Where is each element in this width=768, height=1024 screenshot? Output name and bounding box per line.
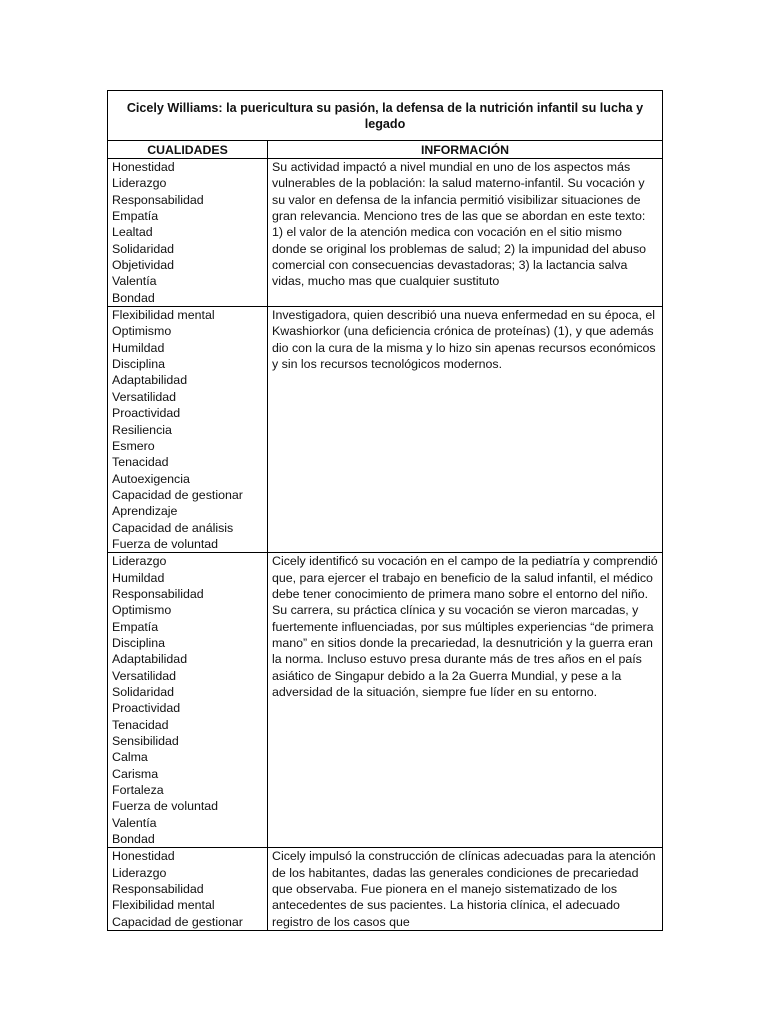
list-item: Liderazgo [112, 176, 167, 191]
list-item: Bondad [112, 290, 155, 305]
list-item: Fuerza de voluntad [112, 799, 219, 814]
list-item: Carisma [112, 766, 159, 781]
list-item: Disciplina [112, 635, 166, 650]
list-item: Tenacidad [112, 717, 169, 732]
list-item: Humildad [112, 570, 165, 585]
list-item: Liderazgo [112, 554, 167, 569]
list-item: Optimismo [112, 324, 172, 339]
list-item: Capacidad de gestionar [112, 914, 243, 929]
information-text: Su actividad impactó a nivel mundial en uno de los aspectos más vulnerables de la población: la salud materno-infantil. Su vocación y su valor en defensa de la infancia permitió visibilizar situaciones de gran relevancia. Menciono tres de las que se abordan en este texto: 1) el valor de la atención medica con vocación en el sitio mismo donde se original los problemas de salud; 2) la impunidad del abuso comercial con consecuencias devastadoras; 3) la lactancia salva vidas, mucho mas que cualquier sustituto [272, 160, 647, 289]
list-item: Solidaridad [112, 685, 174, 699]
list-item: Honestidad [112, 849, 175, 864]
list-item: Capacidad de análisis [112, 520, 234, 535]
list-item: Calma [112, 750, 148, 765]
table-header-row [108, 141, 663, 159]
table-row [108, 553, 663, 848]
list-item: Proactividad [112, 406, 181, 421]
information-text: Cicely identificó su vocación en el campo de la pediatría y comprendió que, para ejercer el trabajo en beneficio de la salud infantil, el médico debe tener conocimiento de primera mano sobre el entorno del niño. Su carrera, su práctica clínica y su vocación se vieron marcadas, y fuertemente influenciadas, por sus múltiples experiencias “de primera mano” en sitios donde la precariedad, la desnutrición y la guerra eran la norma. Incluso estuvo presa durante más de tres años en el país asiático de Singapur debido a la 2a Guerra Mundial, y pese a la adversidad de la situación, siempre fue líder en su entorno. [272, 554, 658, 699]
list-item: Bondad [112, 832, 155, 847]
list-item: Lealtad [112, 225, 153, 240]
qualities-list [112, 848, 263, 930]
qualities-information-table [107, 90, 663, 931]
information-cell [268, 159, 663, 307]
information-cell [268, 848, 663, 931]
qualities-list [112, 307, 263, 552]
information-cell [268, 307, 663, 553]
table-row [108, 307, 663, 553]
list-item: Capacidad de gestionar [112, 487, 243, 502]
list-item: Aprendizaje [112, 504, 178, 519]
list-item: Tenacidad [112, 455, 169, 470]
list-item: Objetividad [112, 258, 174, 273]
table-row [108, 848, 663, 931]
list-item: Valentía [112, 274, 157, 289]
document-title: Cicely Williams: la puericultura su pasión, la defensa de la nutrición infantil su lucha y legado [108, 91, 663, 141]
list-item: Humildad [112, 340, 165, 355]
information-text: Investigadora, quien describió una nueva enfermedad en su época, el Kwashiorkor (una deficiencia crónica de proteínas) (1), y que además dio con la cura de la misma y lo hizo sin apenas recursos económicos y sin los recursos tecnológicos modernos. [272, 308, 656, 372]
list-item: Sensibilidad [112, 734, 179, 749]
list-item: Empatía [112, 209, 159, 224]
list-item: Flexibilidad mental [112, 898, 215, 913]
list-item: Autoexigencia [112, 471, 190, 486]
list-item: Responsabilidad [112, 882, 204, 897]
list-item: Valentía [112, 815, 157, 830]
list-item: Disciplina [112, 357, 166, 372]
list-item: Resiliencia [112, 422, 172, 437]
list-item: Empatía [112, 619, 159, 634]
qualities-list [112, 159, 263, 306]
list-item: Adaptabilidad [112, 652, 188, 667]
information-cell [268, 553, 663, 848]
list-item: Esmero [112, 438, 155, 453]
list-item: Versatilidad [112, 389, 177, 404]
list-item: Optimismo [112, 603, 172, 618]
list-item: Honestidad [112, 160, 175, 174]
qualities-cell [108, 848, 268, 931]
qualities-list [112, 553, 263, 847]
table-title-row [108, 91, 663, 141]
list-item: Solidaridad [112, 241, 174, 256]
list-item: Responsabilidad [112, 192, 204, 207]
column-header-qualities: CUALIDADES [108, 141, 268, 159]
qualities-cell [108, 553, 268, 848]
table-row [108, 159, 663, 307]
information-text-clip [272, 848, 658, 929]
list-item: Adaptabilidad [112, 373, 188, 388]
list-item: Responsabilidad [112, 586, 204, 601]
list-item: Fuerza de voluntad [112, 536, 219, 551]
list-item: Liderazgo [112, 865, 167, 880]
qualities-cell [108, 159, 268, 307]
list-item: Fortaleza [112, 783, 164, 798]
column-header-information: INFORMACIÓN [268, 141, 663, 159]
list-item: Versatilidad [112, 668, 177, 683]
list-item: Proactividad [112, 701, 181, 716]
list-item: Flexibilidad mental [112, 308, 215, 323]
information-text: Cicely impulsó la construcción de clínicas adecuadas para la atención de los habitantes, dadas las generales condiciones de precariedad que observaba. Fue pionera en el manejo sistematizado de los antecedentes de sus pacientes. La historia clínica, el adecuado registro de los casos que [272, 849, 656, 929]
qualities-cell [108, 307, 268, 553]
